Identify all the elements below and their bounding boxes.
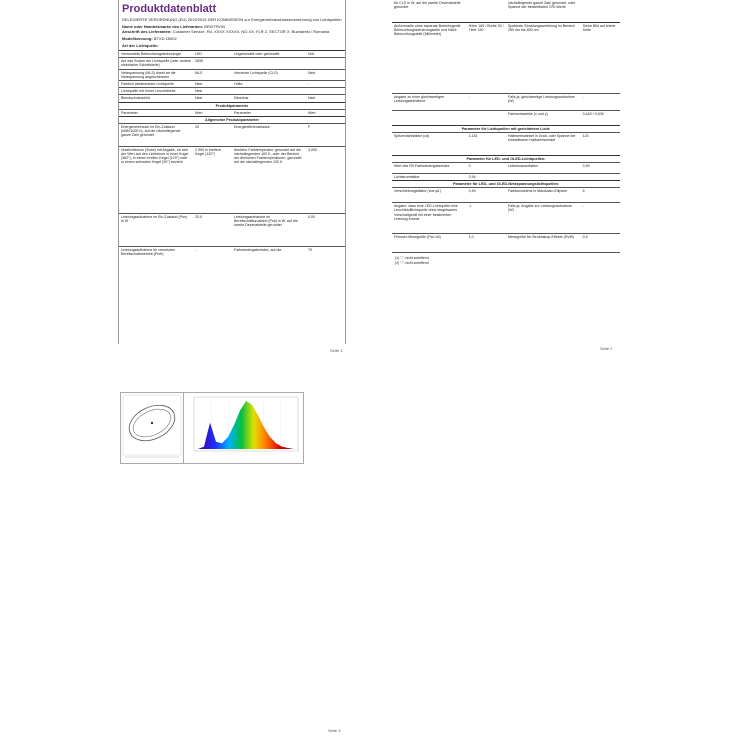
table-cell: Hülle: bbox=[234, 82, 244, 87]
model-label: Modellkennung: bbox=[122, 36, 153, 41]
table-row bbox=[119, 213, 345, 246]
mains-params-heading: Parameter für LED- und OLED-Netzspannungslichtquellen: bbox=[392, 180, 620, 187]
table-cell: 0,00 bbox=[308, 214, 315, 219]
address-label: Anschrift des Lieferanten: bbox=[122, 29, 172, 34]
table-cell: Leistungsaufnahme im Ein-Zustand (Pon) in W bbox=[121, 214, 188, 224]
table-cell: 0 bbox=[468, 164, 471, 168]
table-cell: Farbkonsistenz in MacAdam-Ellipsen bbox=[508, 189, 568, 194]
table-cell: Blendschutzschild bbox=[121, 96, 150, 101]
table-row bbox=[392, 173, 620, 180]
table-cell: Lichtquelle mit hoher Leuchtdichte bbox=[121, 89, 176, 94]
table-cell: ähnliche Farbtemperatur, gerundet auf die nächstliegenden 100 K, oder der Bereich der ähnlichen Farbtemperaturen, gerundet auf die nächstliegenden 100 K bbox=[234, 147, 302, 165]
table-cell: Nein bbox=[195, 96, 203, 101]
table-cell: Leistungsaufnahme im Bereitschaftszustand (Psb) in W, auf die zweite Dezimalstelle gerundet bbox=[234, 214, 298, 228]
table-row bbox=[119, 80, 345, 87]
table-cell bbox=[581, 174, 620, 180]
table-cell: 0,90 bbox=[468, 189, 476, 194]
lightsource-label: Art der Lichtquelle: bbox=[122, 43, 159, 48]
column-header: Wert bbox=[308, 110, 316, 115]
polar-center bbox=[151, 422, 153, 424]
table-row bbox=[119, 146, 345, 213]
column-header: Parameter bbox=[234, 110, 251, 115]
table-cell: Lebensdauerfaktor bbox=[508, 164, 538, 168]
table-cell bbox=[392, 111, 467, 125]
table-cell: Falls ja, gleichwertige Leistungsaufnahme (W) bbox=[508, 95, 575, 104]
column-header: Wert bbox=[195, 110, 203, 115]
table-cell: 0,4 bbox=[582, 235, 588, 240]
table-cell: 2 550 in breitem Kegel (120°) bbox=[195, 147, 221, 157]
table-cell: - bbox=[468, 95, 470, 99]
table-row bbox=[119, 94, 345, 101]
table-row bbox=[119, 246, 345, 257]
table-cell: Farbwertanteile (x und y) bbox=[508, 112, 548, 116]
address-value: Customer Service, Rd. XXXX XXXXX, NO.XX, FLR 2, SECTOR X, Bucharest / Romania bbox=[172, 29, 330, 34]
table-cell bbox=[232, 58, 306, 68]
table-cell: 3.000 bbox=[308, 147, 317, 152]
table-cell: nächstliegende ganze Zahl gerundet, oder Spanne der einstellbaren CRI-Werte bbox=[508, 1, 576, 10]
directional-params-heading: Parameter für Lichtquellen mit gerichtetem Licht: bbox=[392, 125, 620, 132]
table-cell: Messgröße für Stroboskop-Effekte (SVM) bbox=[508, 235, 574, 240]
table-cell: Auf das Sockel der Lichtquelle (oder andere elektrische Schnittstelle) bbox=[121, 59, 191, 68]
table-cell: F bbox=[308, 124, 311, 129]
table-row bbox=[392, 93, 620, 110]
page-number: Seite 2 bbox=[600, 346, 613, 351]
table-cell: Dimmbar bbox=[234, 96, 249, 101]
table-cell: Spitzenlichtstärke (cd) bbox=[394, 134, 430, 138]
table-row bbox=[119, 87, 345, 94]
table-cell: Angabe, dass eine LED-Lichtquelle eine Leuchtstofflichtquelle ohne eingebautes Vorschaltgerät mit einer bestimmten Leistung ersetzt bbox=[394, 204, 458, 221]
footnote: (2) "-": nicht zutreffend bbox=[395, 261, 429, 266]
regulation-text: DELEGIERTE VERORDNUNG (EU) 2019/2015 DER KOMMISSION zur Energieverbrauchskennzeichnung von Lichtquellen bbox=[122, 17, 342, 22]
table-row bbox=[392, 162, 620, 173]
table-cell: Nein bbox=[195, 89, 203, 94]
table-cell: Angabe zu einer gleichwertigen Leistungsaufnahme bbox=[394, 95, 445, 104]
table-cell bbox=[467, 111, 506, 125]
page-number: Seite 1 bbox=[330, 348, 343, 353]
table-row bbox=[119, 57, 345, 68]
table-cell: 20,0 bbox=[195, 214, 202, 219]
table-cell: 70 bbox=[308, 247, 312, 252]
table-cell: Verschiebungsfaktor (cos φ1) bbox=[394, 189, 441, 194]
supplier-label: Name oder Handelsmarke des Lieferanten: bbox=[122, 24, 204, 29]
table-cell: Netzspannung (MLS) direkt an die Netzspannung angeschlossen bbox=[121, 70, 176, 79]
table-row bbox=[392, 0, 620, 22]
general-params-heading: Allgemeine Produktparameter bbox=[119, 116, 345, 123]
table-row bbox=[392, 187, 620, 202]
page-2 bbox=[392, 0, 620, 286]
table-cell: Energieverbrauch im Ein-Zustand (kWh/1000 h), auf die nächstliegende ganze Zahl gerundet bbox=[121, 124, 181, 138]
table-cell: Verwendete Beleuchtungstechnologie bbox=[121, 52, 182, 56]
table-cell: Spektrale Strahlungsverteilung im Bereich 250 nm bis 800 nm bbox=[508, 24, 575, 33]
table-cell: Leistungsaufnahme im vernetzten Bereitschaftsbetrieb (Pnet) bbox=[121, 247, 175, 257]
table-cell: Außenmaße ohne separate Betriebsgerät, Beleuchtungssteuerungsteile und Nicht-Beleuchtungsteile (Millimeter) bbox=[394, 24, 462, 37]
table-cell: Energieeffizienzklasse bbox=[234, 124, 270, 129]
table-cell: Halbwertswinkel in Grad, oder Spanne der einstellbaren Halbwertswinkel bbox=[508, 134, 576, 143]
table-cell: 20 bbox=[195, 124, 199, 129]
table-cell: 0,90 bbox=[582, 164, 590, 168]
table-cell: Lichtstromfaktor bbox=[394, 175, 420, 179]
table-cell: Siehe Bild auf letzter Seite bbox=[582, 24, 616, 33]
table-row bbox=[392, 202, 620, 233]
table-cell: Wert des R9 Farbwiedergabeindex bbox=[394, 164, 450, 168]
footnote: (1) "-": nicht zutreffend bbox=[395, 256, 429, 261]
table-cell: Flimmer-Messgröße (Pst LM) bbox=[394, 235, 441, 240]
table-row bbox=[119, 50, 345, 57]
polar-diagram-svg bbox=[121, 393, 183, 463]
table-cell: Höhe 169 / Breite 30 / Tiefe 150 bbox=[468, 24, 504, 33]
table-cell: - bbox=[308, 82, 310, 87]
table-cell bbox=[306, 88, 345, 94]
table-cell bbox=[506, 174, 581, 180]
table-cell: 1,0 bbox=[468, 235, 474, 240]
photometric-figure bbox=[120, 392, 304, 464]
polar-diagram bbox=[121, 393, 184, 463]
table-cell: Farbwiedergabeindex, auf die bbox=[234, 247, 282, 252]
table-cell: 0,443 / 0,405 bbox=[582, 112, 604, 116]
table-cell: MLS bbox=[195, 70, 203, 75]
table-cell: 120 bbox=[582, 134, 589, 138]
table-cell: Ungebündelt oder gebündelt bbox=[234, 52, 280, 56]
product-params-heading: Produktparameter bbox=[119, 102, 345, 109]
page-title: Produktdatenblatt bbox=[122, 3, 217, 15]
table-row bbox=[119, 69, 345, 80]
table-cell: 3.151 bbox=[468, 134, 478, 138]
table-cell bbox=[232, 88, 306, 94]
table-cell: 2835 bbox=[195, 59, 203, 64]
led-oled-params-heading: Parameter für LED- und OLED-Lichtquellen: bbox=[392, 155, 620, 162]
table-cell: Nutzlichtstrom (Φuse) mit Angabe, ob sich der Wert auf den Lichtstrom in einer Kugel (360°), in einem breiten Kegel (120°) oder in einem schmalen Kegel (90°) bezieht bbox=[121, 147, 189, 165]
page-1 bbox=[118, 0, 346, 344]
table-row bbox=[392, 22, 620, 93]
table-cell: Nein bbox=[308, 70, 316, 75]
table-cell: Nein bbox=[308, 96, 316, 101]
table-cell: Vernetzte Lichtquelle (CLS) bbox=[234, 70, 278, 75]
polar-frame bbox=[123, 395, 181, 455]
table-cell: - bbox=[582, 95, 584, 99]
table-cell: - bbox=[195, 247, 197, 252]
table-cell: -/- bbox=[468, 204, 473, 209]
table-row bbox=[392, 233, 620, 253]
table-cell bbox=[581, 0, 620, 22]
table-cell: Falls ja, Angabe zur Leistungsaufnahme (W) bbox=[508, 204, 572, 213]
table-b bbox=[119, 123, 345, 257]
table-row bbox=[392, 132, 620, 155]
table-header-row bbox=[119, 109, 345, 116]
table-row bbox=[392, 110, 620, 125]
table-a bbox=[119, 50, 345, 102]
table-cell: für CLS in W, auf die zweite Dezimalstelle gerundet bbox=[394, 1, 461, 10]
model-value: BTXD 15002 bbox=[153, 36, 177, 41]
page-number: Seite 3 bbox=[328, 728, 341, 733]
table-cell: 6 bbox=[582, 189, 585, 194]
table-cell bbox=[467, 0, 506, 22]
table-cell: LED bbox=[195, 52, 202, 56]
spectrum-svg bbox=[184, 393, 303, 463]
table-cell: NUL bbox=[308, 52, 316, 56]
table-cell: - bbox=[582, 204, 584, 209]
spectrum-chart bbox=[184, 393, 303, 463]
column-header: Parameter bbox=[121, 110, 138, 115]
supplier-value: BRIXTRON bbox=[204, 24, 225, 29]
table-cell: Farblich abstimmbare Lichtquelle bbox=[121, 82, 174, 87]
table-cell: 0,94 bbox=[468, 175, 476, 179]
table-cell bbox=[306, 58, 345, 68]
table-row bbox=[119, 123, 345, 146]
table-cell: Nein bbox=[195, 82, 203, 87]
